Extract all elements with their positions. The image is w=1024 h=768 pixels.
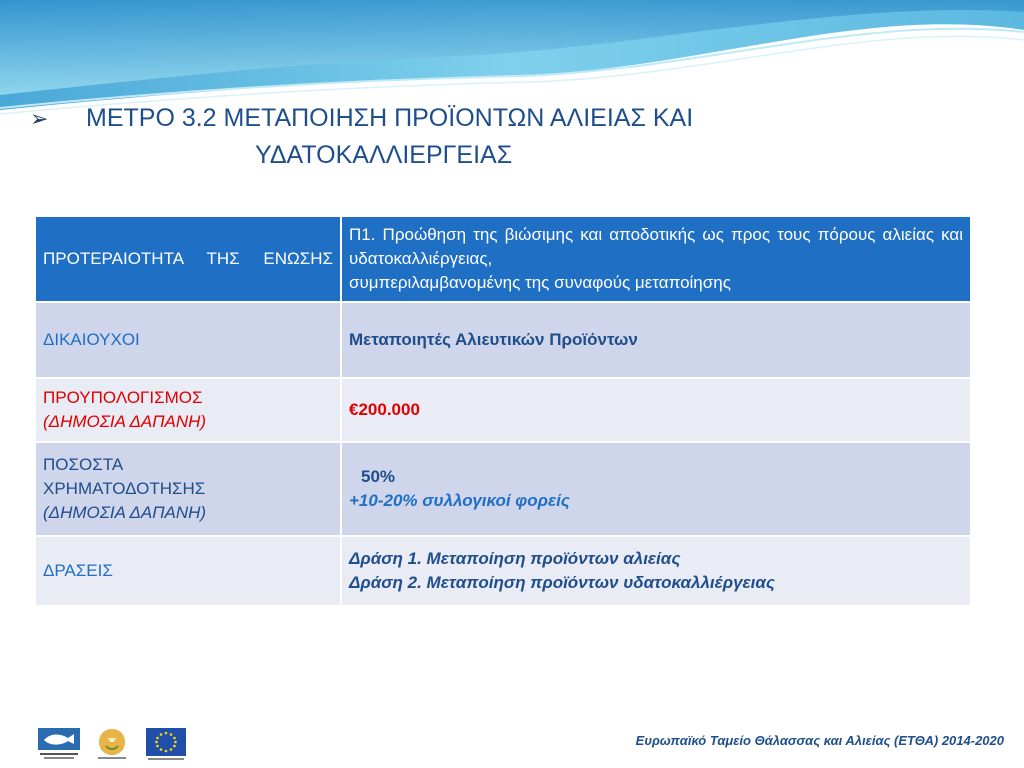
eu-flag (144, 726, 188, 762)
cyprus-republic-emblem (92, 726, 132, 762)
funding-rate-extra: +10-20% συλλογικοί φορείς (349, 491, 570, 510)
table-row-actions (35, 536, 971, 606)
action-item-1: Δράση 1. Μεταποίηση προϊόντων αλιείας (349, 549, 681, 568)
priority-value-main: Π1. Προώθηση της βιώσιμης και αποδοτικής ως προς τους πόρους αλιείας και υδατοκαλλιέργειας, (349, 225, 963, 268)
title-line-2: ΥΔΑΤΟΚΑΛΛΙΕΡΓΕΙΑΣ (255, 141, 513, 169)
budget-value: €200.000 (341, 378, 971, 442)
measure-details-table (34, 215, 972, 607)
actions-label: ΔΡΑΣΕΙΣ (35, 536, 341, 606)
table-row-priority (35, 216, 971, 302)
funding-rate-label-line-2: ΧΡΗΜΑΤΟΔΟΤΗΣΗΣ (43, 479, 206, 498)
beneficiaries-value: Μεταποιητές Αλιευτικών Προϊόντων (341, 302, 971, 378)
funding-rate-percent: 50% (361, 467, 396, 486)
table-row-budget (35, 378, 971, 442)
actions-value (341, 536, 971, 606)
table-row-beneficiaries (35, 302, 971, 378)
budget-label-text: ΠΡΟΥΠΟΛΟΓΙΣΜΟΣ (43, 388, 203, 407)
fisheries-department-logo (36, 726, 82, 762)
funding-rate-value (341, 442, 971, 536)
budget-label-note: (ΔΗΜΟΣΙΑ ΔΑΠΑΝΗ) (43, 412, 207, 431)
footer-fund-name: Ευρωπαϊκό Ταμείο Θάλασσας και Αλιείας (ΕΤΘΑ) 2014-2020 (635, 733, 1004, 748)
priority-value (341, 216, 971, 302)
funding-rate-label-line-1: ΠΟΣΟΣΤΑ (43, 455, 124, 474)
funding-rate-label-note: (ΔΗΜΟΣΙΑ ΔΑΠΑΝΗ) (43, 503, 207, 522)
priority-label: ΠΡΟΤΕΡΑΙΟΤΗΤΑ ΤΗΣ ΕΝΩΣΗΣ (35, 216, 341, 302)
budget-label (35, 378, 341, 442)
arrow-bullet-icon: ➢ (30, 106, 49, 131)
action-item-2: Δράση 2. Μεταποίηση προϊόντων υδατοκαλλιέργειας (349, 573, 775, 592)
title-line-1: ΜΕΤΡΟ 3.2 ΜΕΤΑΠΟΙΗΣΗ ΠΡΟΪΟΝΤΩΝ ΑΛΙΕΙΑΣ ΚΑΙ (86, 104, 694, 132)
table-row-funding-rate (35, 442, 971, 536)
beneficiaries-label: ΔΙΚΑΙΟΥΧΟΙ (35, 302, 341, 378)
funding-rate-label (35, 442, 341, 536)
priority-value-last: συμπεριλαμβανομένης της συναφούς μεταποίησης (349, 273, 731, 292)
